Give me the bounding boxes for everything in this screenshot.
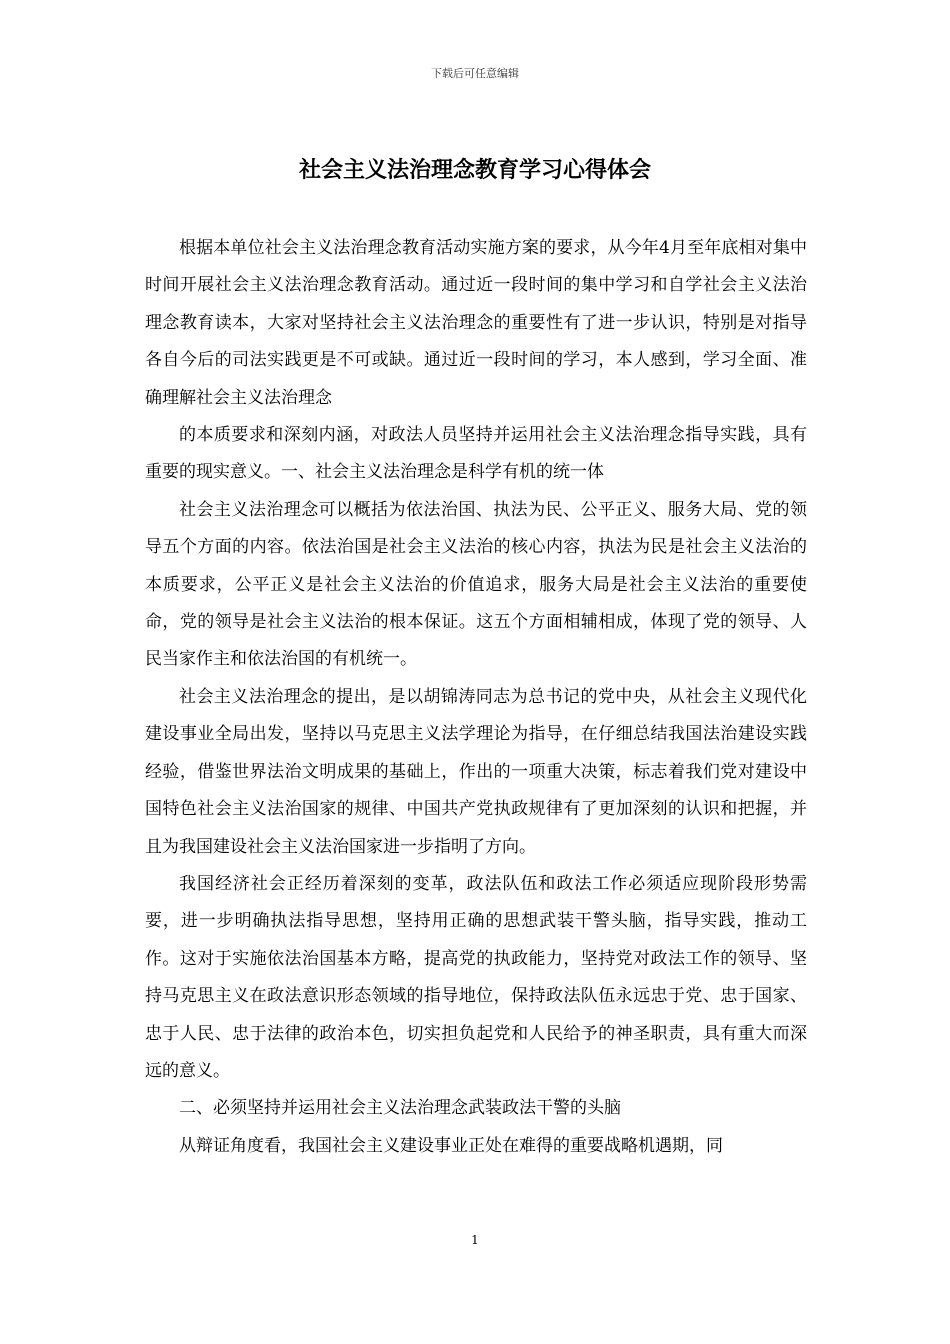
section-heading-2: 二、必须坚持并运用社会主义法治理念武装政法干警的头脑 bbox=[179, 1098, 621, 1119]
paragraph-4: 社会主义法治理念的提出，是以胡锦涛同志为总书记的党中央，从社会主义现代化建设事业全局出发，坚持以马克思主义法学理论为指导，在仔细总结我国法治建设实践经验，借鉴世界法治文明成果的基础上，作出的一项重大决策，标志着我们党对建设中国特色社会主义法治国家的规律、中国共产党执政规律有了更加深刻的认识和把握，并且为我国建设社会主义法治国家进一步指明了方向。 bbox=[145, 686, 807, 857]
paragraph-5: 我国经济社会正经历着深刻的变革，政法队伍和政法工作必须适应现阶段形势需要，进一步明确执法指导思想，坚持用正确的思想武装干警头脑，指导实践，推动工作。这对于实施依法治国基本方略，提高党的执政能力，坚持党对政法工作的领导、坚持马克思主义在政法意识形态领域的指导地位，保持政法队伍永远忠于党、忠于国家、忠于人民、忠于法律的政治本色，切实担负起党和人民给予的神圣职责，具有重大而深远的意义。 bbox=[145, 873, 807, 1081]
page-number: 1 bbox=[471, 1233, 479, 1247]
paragraph-6: 从辩证角度看，我国社会主义建设事业正处在难得的重要战略机遇期，同 bbox=[179, 1135, 723, 1156]
page-header: 下载后可任意编辑 bbox=[431, 67, 519, 80]
paragraph-3: 社会主义法治理念可以概括为依法治国、执法为民、公平正义、服务大局、党的领导五个方面的内容。依法治国是社会主义法治的核心内容，执法为民是社会主义法治的本质要求，公平正义是社会主义法治的价值追求，服务大局是社会主义法治的重要使命，党的领导是社会主义法治的根本保证。这五个方面相辅相成，体现了党的领导、人民当家作主和依法治国的有机统一。 bbox=[145, 499, 807, 670]
document-body bbox=[145, 230, 807, 1165]
paragraph-1: 根据本单位社会主义法治理念教育活动实施方案的要求，从今年4月至年底相对集中时间开展社会主义法治理念教育活动。通过近一段时间的集中学习和自学社会主义法治理念教育读本，大家对坚持社会主义法治理念的重要性有了进一步认识，特别是对指导各自今后的司法实践更是不可或缺。通过近一段时间的学习，本人感到，学习全面、准确理解社会主义法治理念 bbox=[145, 238, 807, 408]
document-title: 社会主义法治理念教育学习心得体会 bbox=[298, 157, 651, 183]
paragraph-2: 的本质要求和深刻内涵，对政法人员坚持并运用社会主义法治理念指导实践，具有重要的现实意义。一、社会主义法治理念是科学有机的统一体 bbox=[145, 425, 807, 483]
